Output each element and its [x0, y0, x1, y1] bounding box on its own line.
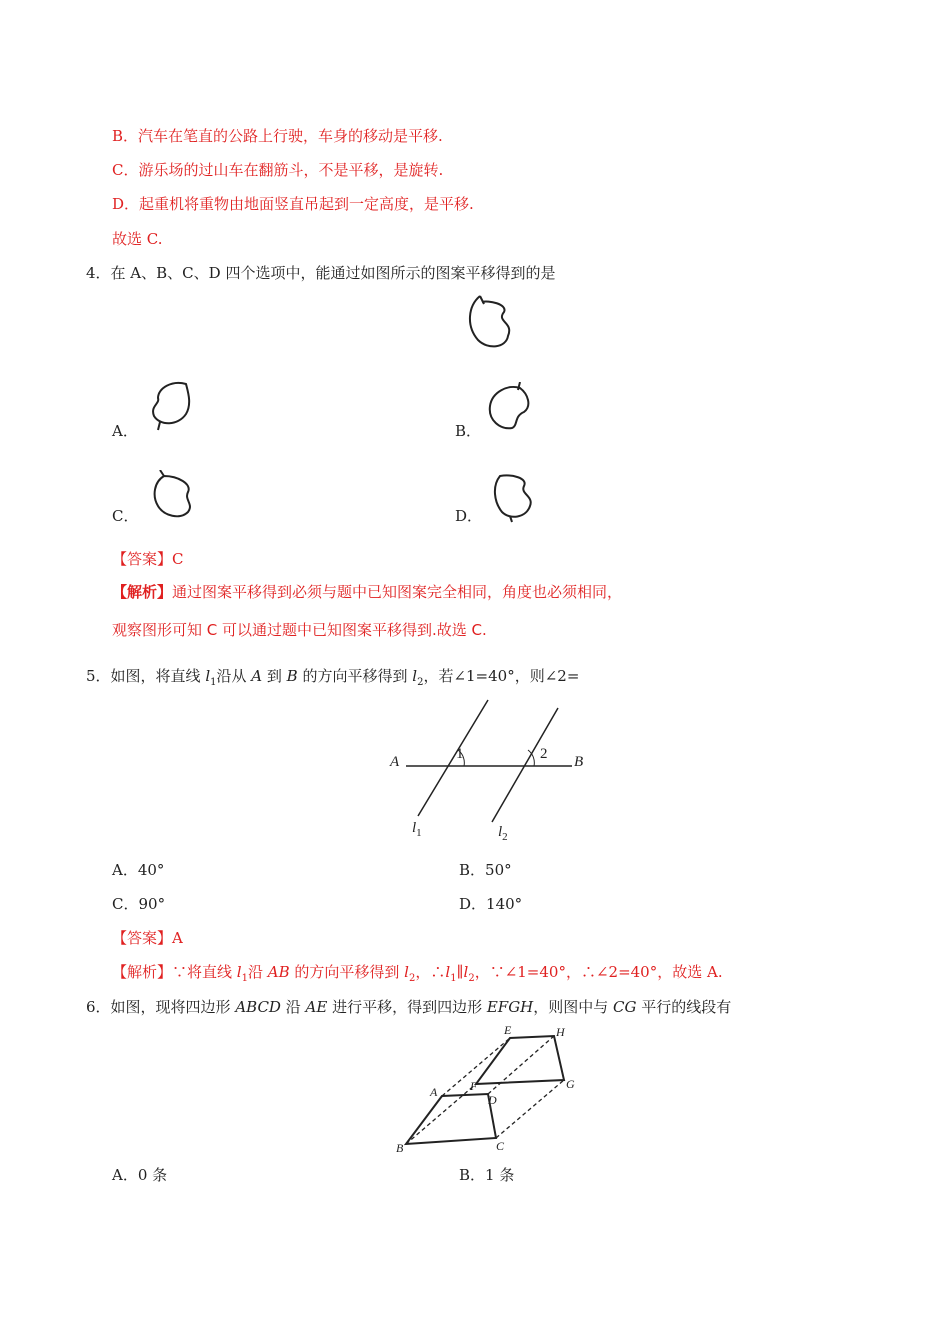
- seg-bf: [406, 1084, 476, 1144]
- q5-point-b: B: [286, 667, 298, 685]
- q4-option-a-label: A．: [112, 422, 138, 440]
- label-d: D: [488, 1093, 497, 1107]
- q5-option-c: C．90°: [112, 895, 166, 913]
- q4-option-d-leaf-figure: [488, 472, 538, 524]
- q5-analysis-l: l: [236, 963, 242, 981]
- seg-cg: [496, 1080, 564, 1138]
- q6-cg: CG: [613, 998, 637, 1016]
- quad-abcd: [406, 1094, 496, 1144]
- q5-analysis-part: ，∵∠1=40°，∴∠2=40°，故选 A.: [474, 963, 723, 981]
- q4-option-a-leaf-figure: [146, 380, 196, 432]
- label-a: A: [430, 1085, 438, 1099]
- q4-option-b-label: B．: [455, 422, 482, 440]
- label-b: B: [574, 754, 584, 770]
- q5-option-d: D．140°: [459, 895, 523, 913]
- label-g: G: [566, 1077, 575, 1091]
- q3-option-b: B．汽车在笔直的公路上行驶，车身的移动是平移.: [112, 127, 443, 145]
- q6-stem-part: 沿: [280, 998, 306, 1016]
- q5-analysis-sub: 2: [408, 973, 416, 984]
- q5-stem-part: ，若∠1=40°，则∠2=: [423, 667, 580, 685]
- line-l1: [418, 700, 488, 816]
- q5-option-b: B．50°: [459, 861, 512, 879]
- q6-stem: [86, 997, 731, 1017]
- q3-conclusion: 故选 C.: [112, 230, 163, 248]
- q6-ae: AE: [305, 998, 328, 1016]
- q4-analysis-line-2: 观察图形可知 C 可以通过题中已知图案平移得到.故选 C.: [112, 621, 487, 639]
- q5-analysis-parallel: ∥: [456, 963, 464, 981]
- q5-parallel-lines-figure: [380, 696, 600, 846]
- q5-analysis-tag: 【解析】: [112, 963, 173, 981]
- leaf-stem: [158, 422, 160, 430]
- q5-stem-part: 到: [262, 667, 287, 685]
- q5-stem: [86, 666, 579, 693]
- q5-l1-sub: 1: [210, 677, 217, 688]
- label-c: C: [496, 1139, 505, 1153]
- q6-stem-part: 6．如图，现将四边形: [86, 998, 236, 1016]
- leaf-shape: [155, 476, 190, 516]
- q6-abcd: ABCD: [235, 998, 281, 1016]
- q4-option-b-leaf-figure: [484, 382, 534, 434]
- q4-option-c-leaf-figure: [148, 470, 198, 522]
- q3-option-c: C．游乐场的过山车在翻筋斗，不是平移，是旋转.: [112, 161, 444, 179]
- label-a: A: [390, 754, 400, 770]
- leaf-shape: [495, 475, 531, 516]
- q5-stem-part: 5．如图，将直线: [86, 667, 206, 685]
- q5-stem-part: 的方向平移得到: [297, 667, 413, 685]
- q5-analysis-part: ∵将直线: [172, 963, 237, 981]
- q4-reference-leaf-figure: [458, 292, 518, 352]
- q5-analysis-l: l: [404, 963, 409, 981]
- q5-analysis-part: 沿: [247, 963, 268, 981]
- q6-stem-part: 进行平移，得到四边形: [327, 998, 487, 1016]
- q4-analysis-text-1: 通过图案平移得到必须与题中已知图案完全相同，角度也必须相同，: [172, 583, 623, 601]
- q4-stem: 4．在 A、B、C、D 四个选项中，能通过如图所示的图案平移得到的是: [86, 264, 556, 282]
- leaf-stem: [480, 296, 484, 304]
- q4-answer: 【答案】C: [112, 550, 184, 568]
- line-l2: [492, 708, 558, 822]
- q4-analysis-tag: 【解析】: [112, 583, 173, 601]
- q5-l2-sub: 2: [417, 677, 424, 688]
- q5-answer: 【答案】A: [112, 929, 183, 947]
- q5-analysis-part: ，∴: [415, 963, 446, 981]
- q6-stem-part: 平行的线段有: [636, 998, 732, 1016]
- q5-point-a: A: [251, 667, 263, 685]
- q5-l1: l: [205, 667, 211, 685]
- q6-efgh: EFGH: [486, 998, 534, 1016]
- label-angle-1: 1: [456, 746, 464, 762]
- q5-analysis-sub: 1: [450, 973, 457, 984]
- seg-dh: [488, 1036, 554, 1094]
- q6-quadrilateral-translation-figure: [392, 1022, 592, 1158]
- label-l1: $l_1$: [412, 820, 422, 839]
- q5-stem-part: 沿从: [216, 667, 252, 685]
- q6-option-a: A．0 条: [112, 1166, 168, 1184]
- label-h: H: [556, 1025, 565, 1039]
- q5-option-a: A．40°: [112, 861, 165, 879]
- q3-option-d: D．起重机将重物由地面竖直吊起到一定高度，是平移.: [112, 195, 474, 213]
- label-b: B: [396, 1141, 404, 1155]
- label-f: F: [470, 1079, 478, 1093]
- leaf-shape: [153, 383, 189, 423]
- q5-l2: l: [412, 667, 418, 685]
- leaf-shape: [490, 387, 529, 428]
- leaf-stem: [160, 470, 164, 476]
- leaf-shape: [470, 296, 509, 346]
- q5-analysis-sub: 2: [468, 973, 475, 984]
- q6-stem-part: ，则图中与: [533, 998, 614, 1016]
- q5-analysis-part: 的方向平移得到: [289, 963, 405, 981]
- q4-analysis-line-1: [112, 582, 622, 602]
- q4-option-d-label: D．: [455, 507, 483, 525]
- label-e: E: [504, 1023, 512, 1037]
- q5-analysis-l: l: [463, 963, 469, 981]
- q5-analysis-ab: AB: [267, 963, 290, 981]
- quad-efgh: [476, 1036, 564, 1084]
- label-angle-2: 2: [540, 746, 548, 762]
- q5-analysis: [112, 962, 723, 989]
- q6-option-b: B．1 条: [459, 1166, 515, 1184]
- q4-option-c-label: C．: [112, 507, 139, 525]
- q5-analysis-sub: 1: [241, 973, 248, 984]
- label-l2: $l_2$: [498, 824, 508, 843]
- q5-analysis-l: l: [445, 963, 451, 981]
